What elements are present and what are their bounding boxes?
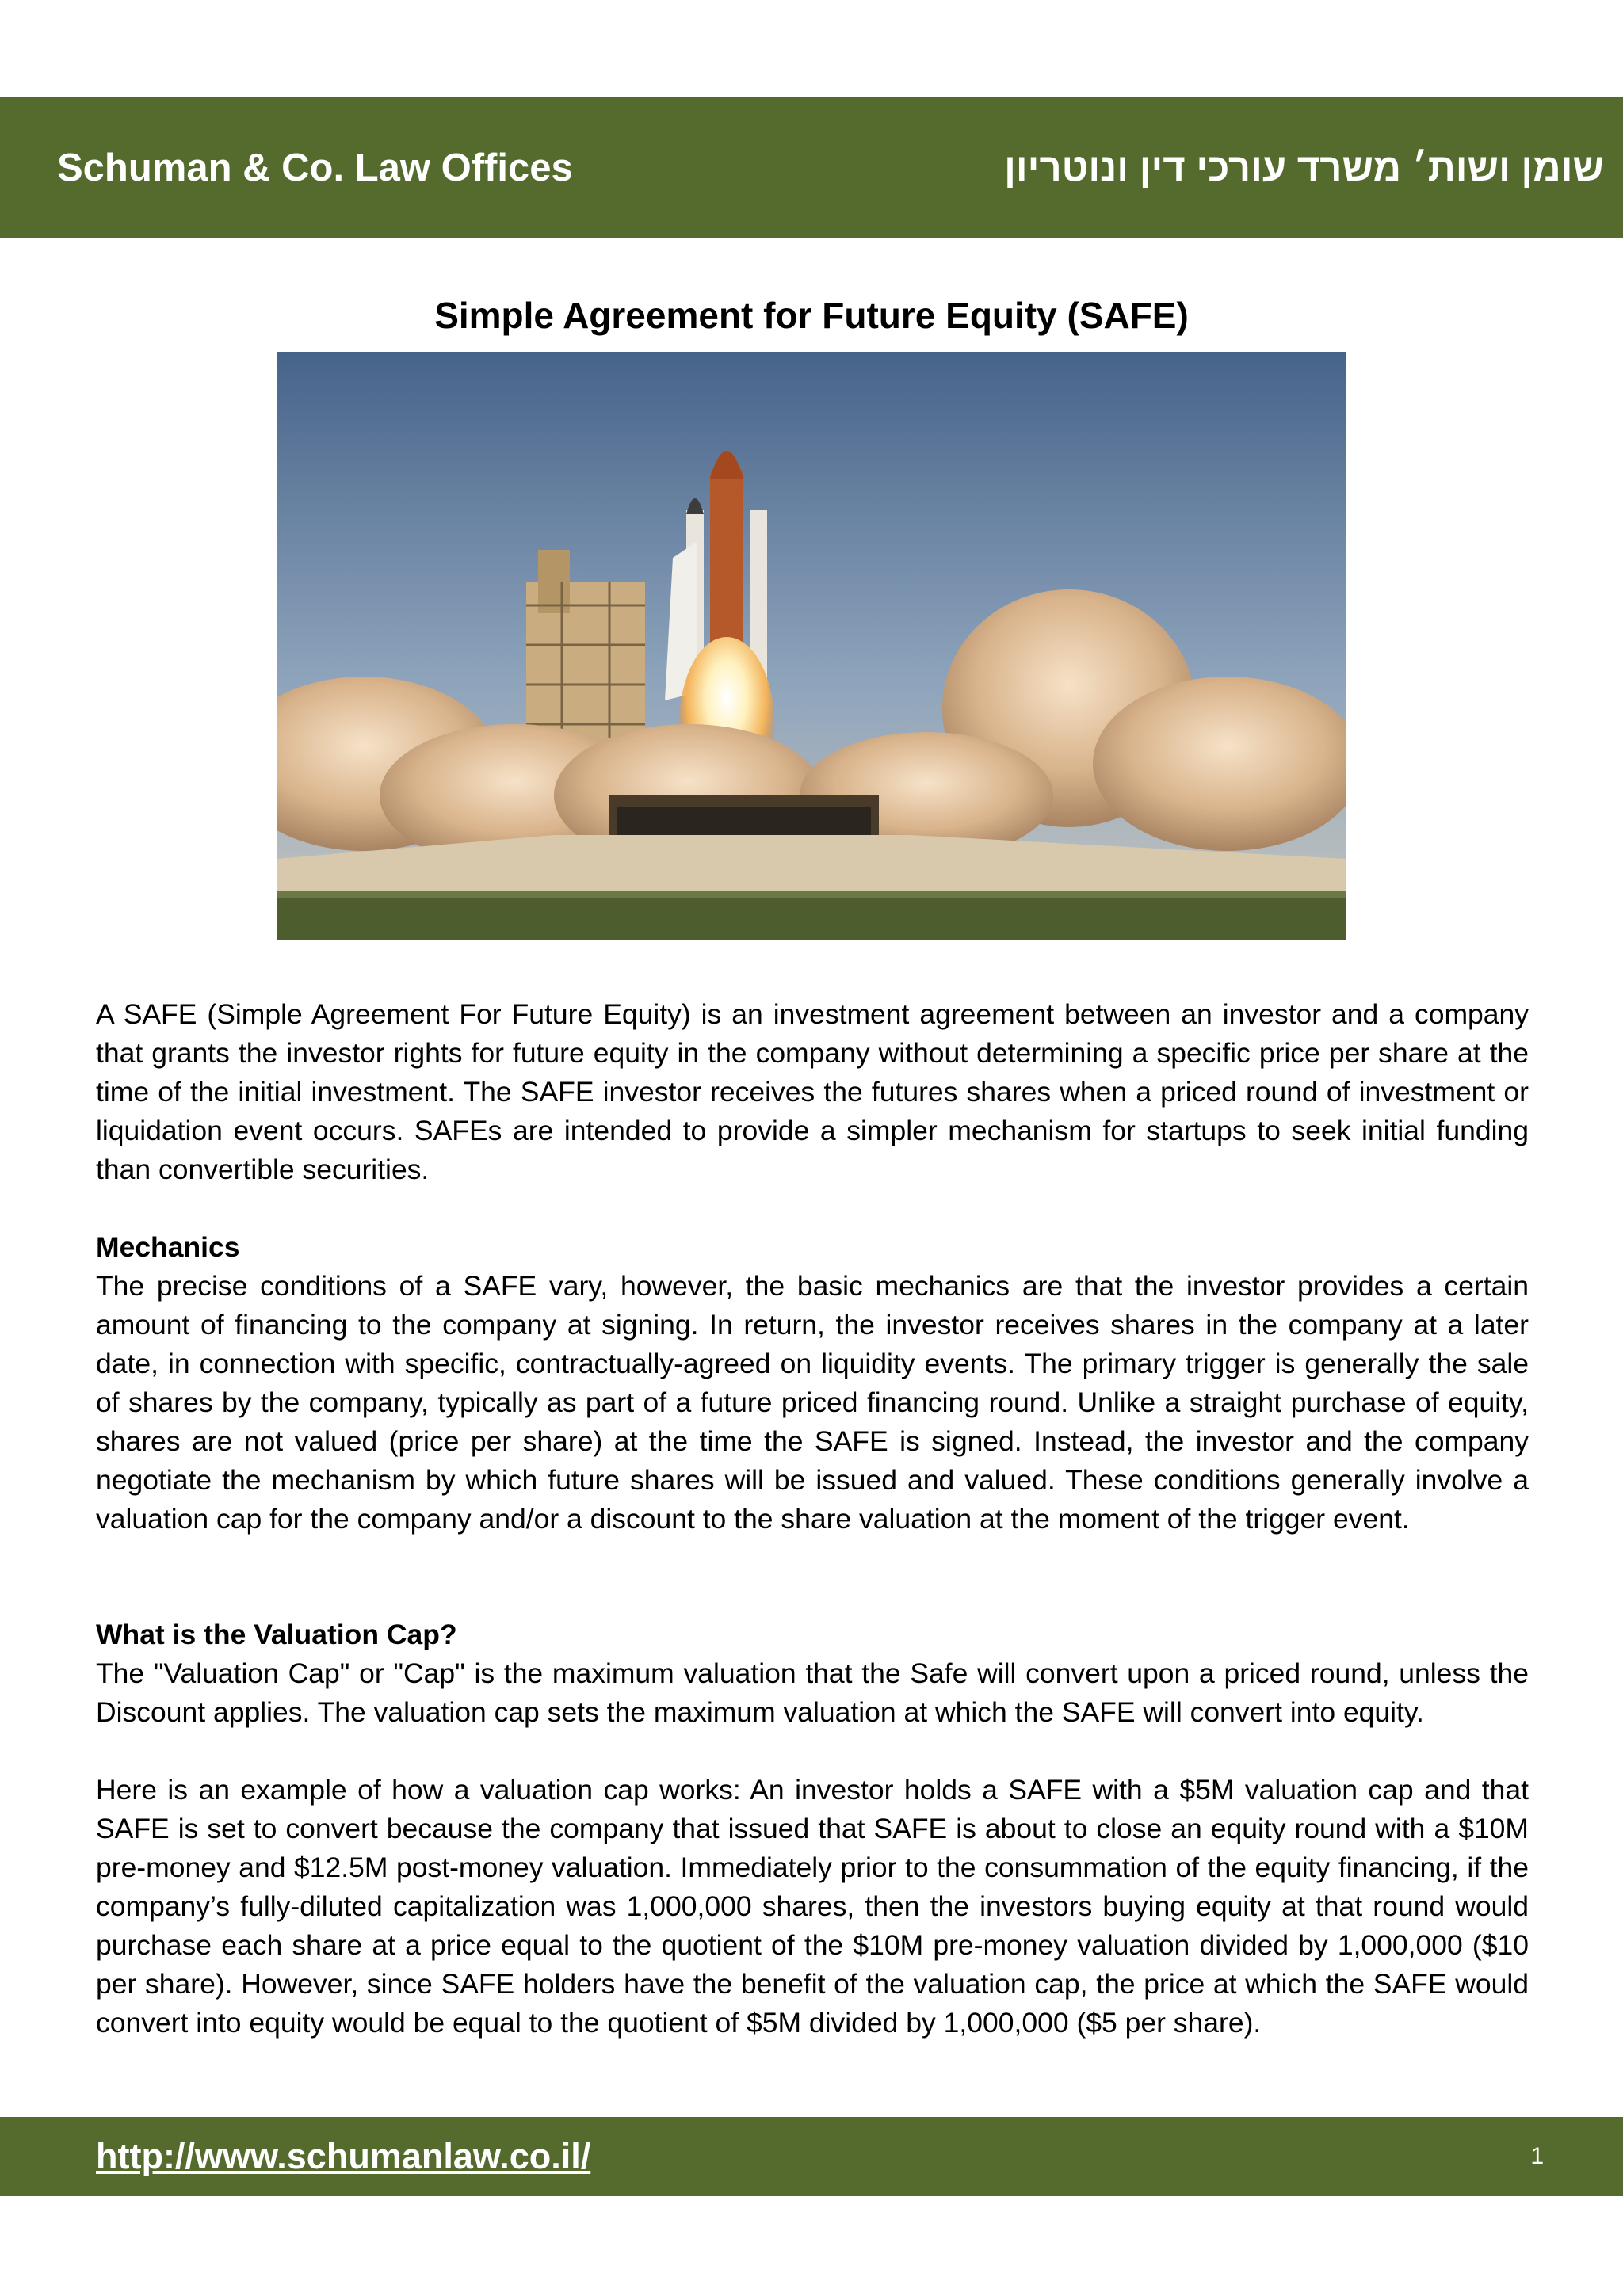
hero-image xyxy=(277,352,1346,940)
section-heading: What is the Valuation Cap? xyxy=(96,1619,457,1650)
document-title: Simple Agreement for Future Equity (SAFE) xyxy=(434,295,1189,336)
page-number: 1 xyxy=(1530,2143,1544,2169)
website-link[interactable]: http://www.schumanlaw.co.il/ xyxy=(96,2136,591,2176)
shuttle-launch-illustration xyxy=(277,352,1346,940)
intro-paragraph: A SAFE (Simple Agreement For Future Equity) is an investment agreement between an investor and a company that grants the investor rights for future equity in the company without determining a specific price per share at the time of the initial investment. The SAFE investor receives the futures shares when a priced round of investment or liquidation event occurs. SAFEs are intended to provide a simpler mechanism for startups to seek initial funding than convertible securities. xyxy=(96,998,1529,1185)
firm-name-english: Schuman & Co. Law Offices xyxy=(57,147,573,189)
footer-band xyxy=(0,2117,1623,2196)
firm-name-hebrew: שומן ושות׳ משרד עורכי דין ונוטריון xyxy=(1004,147,1604,189)
section-paragraph: The "Valuation Cap" or "Cap" is the maximum valuation that the Safe will convert upon a priced round, unless the Discount applies. The valuation cap sets the maximum valuation at which the SAFE will convert into equity. xyxy=(96,1657,1529,1728)
section-paragraph: Here is an example of how a valuation cap works: An investor holds a SAFE with a $5M valuation cap and that SAFE is set to convert because the company that issued that SAFE is about to close an equity round with a $10M pre-money and $12.5M post-money valuation. Immediately prior to the consummation of the equity financing, if the company’s fully-diluted capitalization was 1,000,000 shares, then the investors buying equity at that round would purchase each share at a price equal to the quotient of the $10M pre-money valuation divided by 1,000,000 ($10 per share). However, since SAFE holders have the benefit of the valuation cap, the price at which the SAFE would convert into equity would be equal to the quotient of $5M divided by 1,000,000 ($5 per share). xyxy=(96,1774,1529,2039)
intro-section xyxy=(96,995,1529,1189)
section-heading: Mechanics xyxy=(96,1231,240,1263)
header-band xyxy=(0,97,1623,238)
valuation-cap-section xyxy=(96,1615,1529,2042)
mechanics-section xyxy=(96,1228,1529,1539)
section-paragraph: The precise conditions of a SAFE vary, however, the basic mechanics are that the investor provides a certain amount of financing to the company at signing. In return, the investor receives shares in the company at a later date, in connection with specific, contractually-agreed on liquidity events. The primary trigger is generally the sale of shares by the company, typically as part of a future priced financing round. Unlike a straight purchase of equity, shares are not valued (price per share) at the time the SAFE is signed. Instead, the investor and the company negotiate the mechanism by which future shares will be issued and valued. These conditions generally involve a valuation cap for the company and/or a discount to the share valuation at the moment of the trigger event. xyxy=(96,1270,1529,1535)
